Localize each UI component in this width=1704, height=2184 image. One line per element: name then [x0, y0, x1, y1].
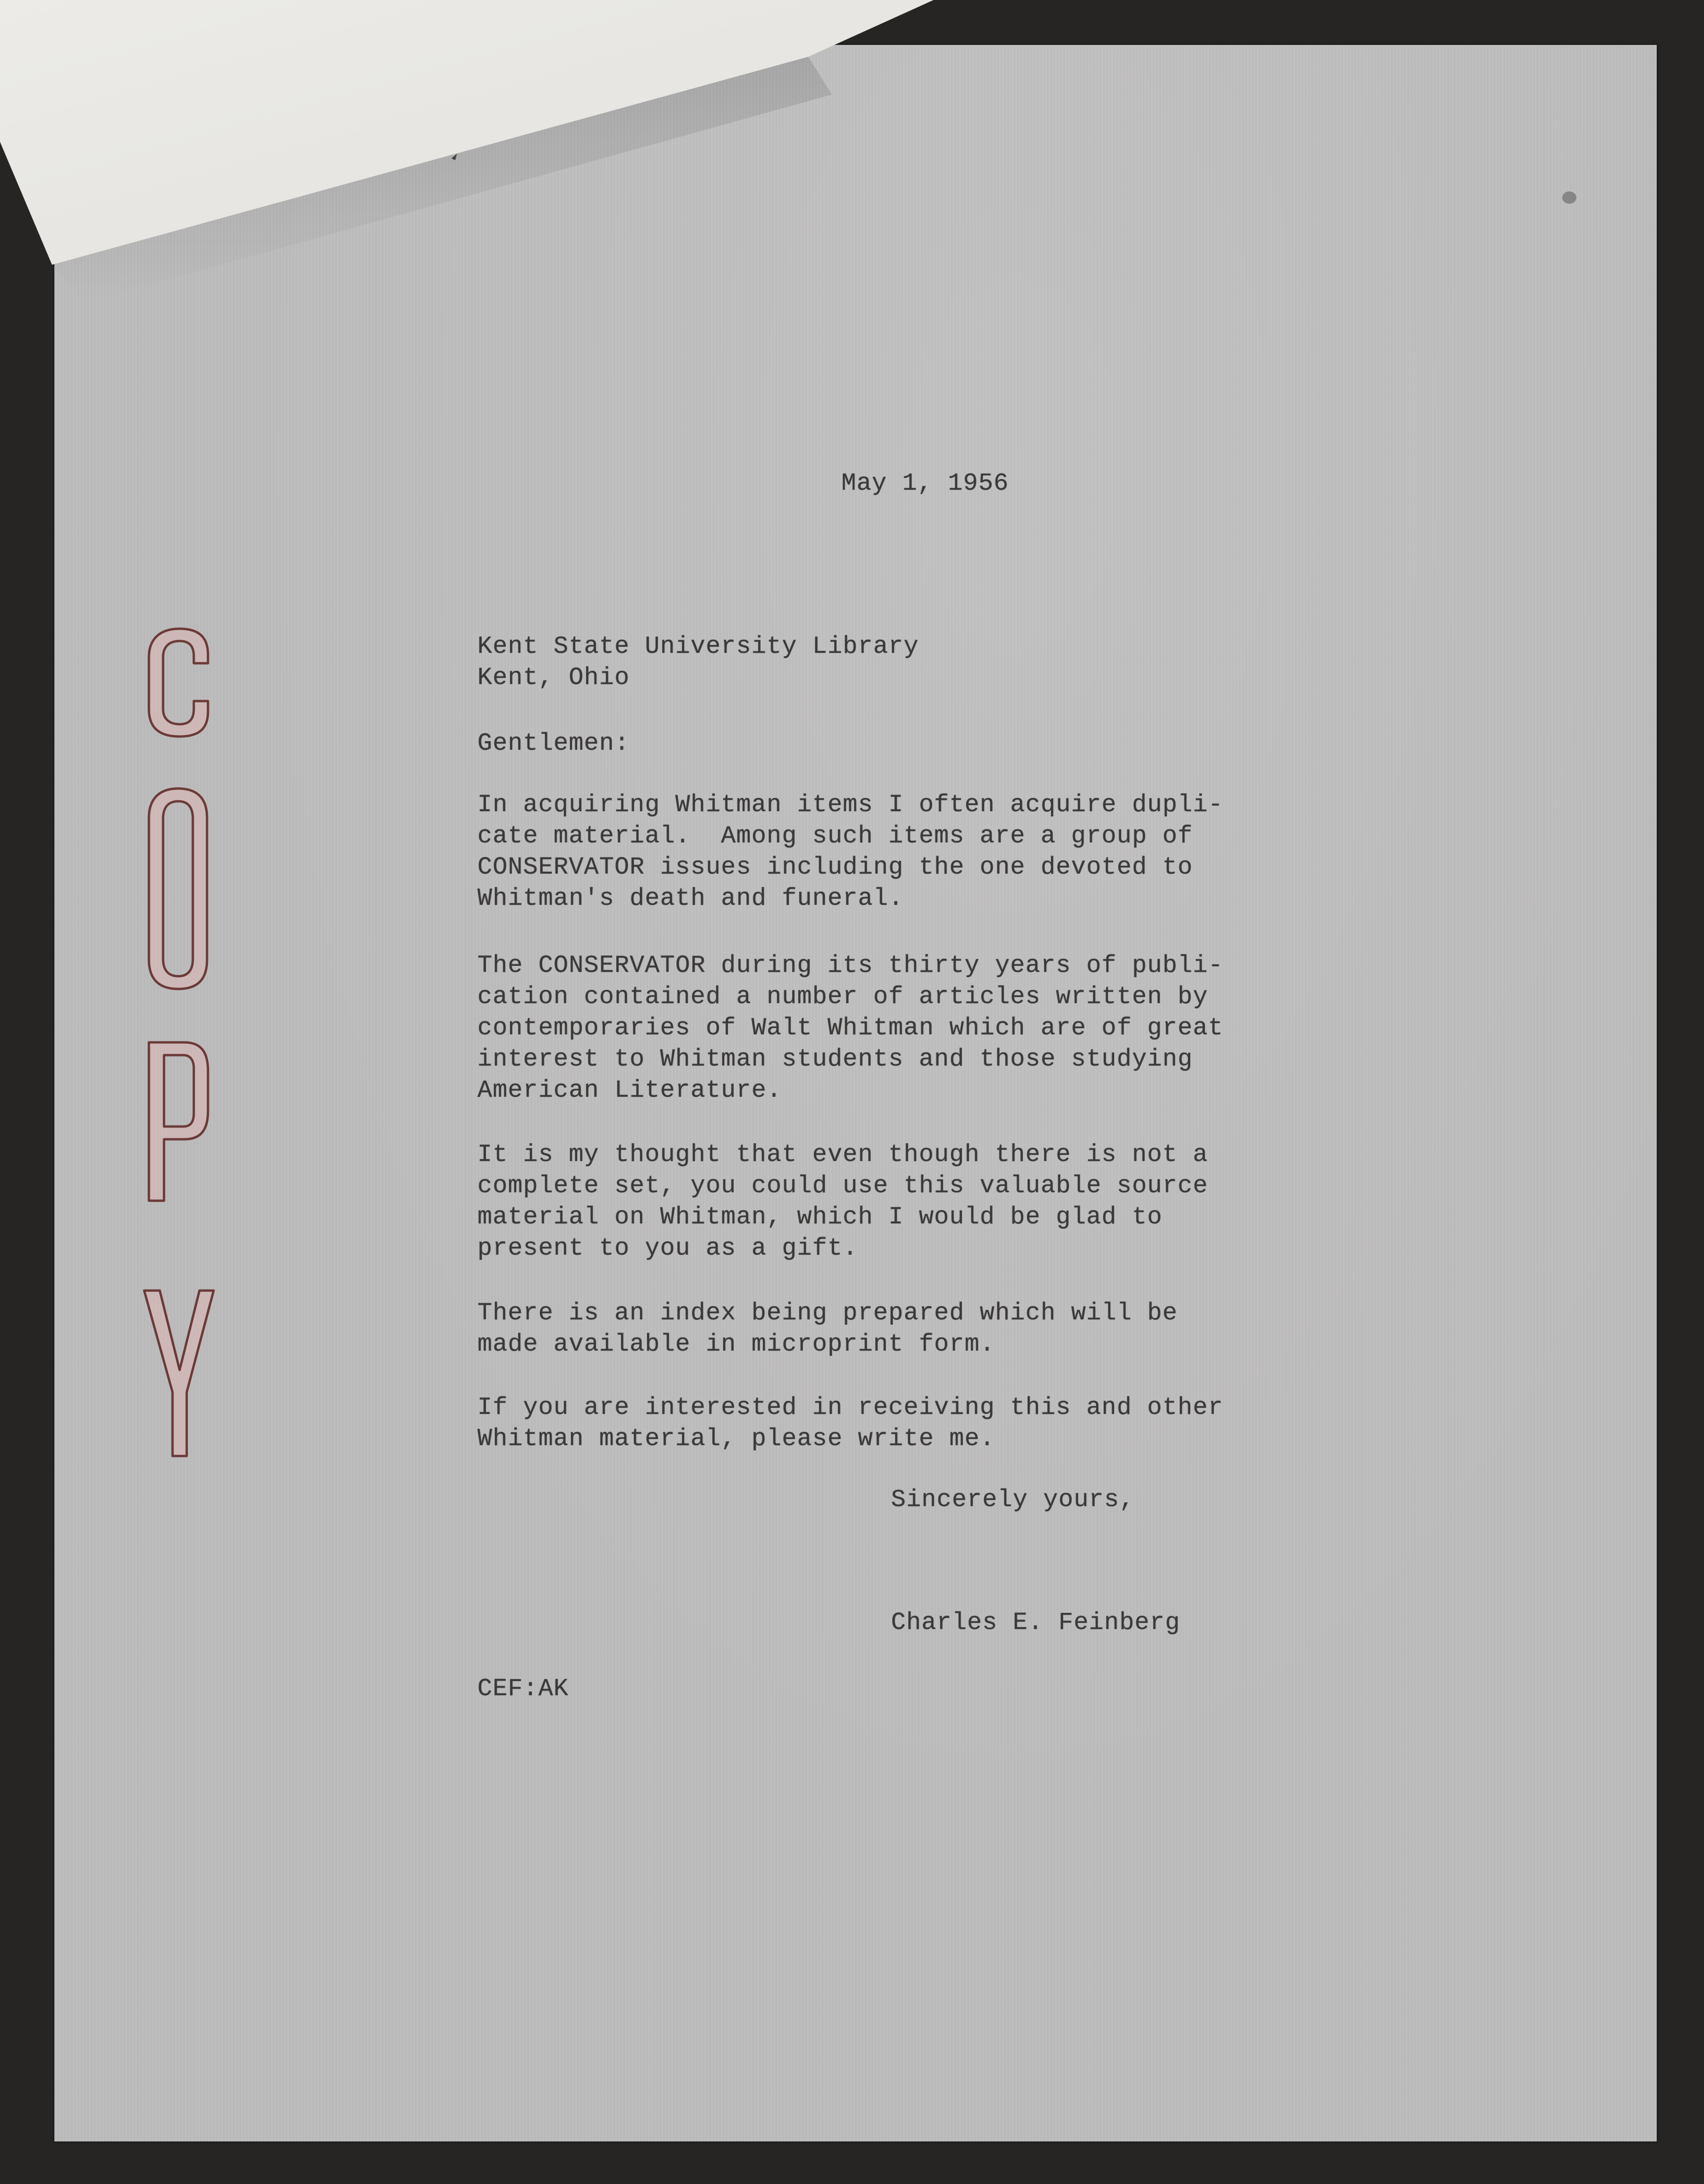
stamp-letter-c	[149, 629, 208, 737]
copy-stamp	[137, 615, 232, 1475]
paragraph-line: made available in microprint form.	[477, 1330, 995, 1358]
stamp-letter-o	[149, 789, 207, 989]
paragraph-line: interest to Whitman students and those studying	[477, 1045, 1193, 1073]
paragraph-4	[477, 1298, 1281, 1360]
letter-date: May 1, 1956	[841, 469, 1009, 497]
paragraph-5	[477, 1392, 1281, 1455]
paragraph-3	[477, 1139, 1281, 1264]
signature-name: Charles E. Feinberg	[891, 1609, 1180, 1637]
paragraph-line: The CONSERVATOR during its thirty years of publi-	[477, 952, 1224, 979]
paper-stain-mark	[1562, 191, 1576, 204]
paragraph-1	[477, 789, 1281, 914]
paragraph-line: In acquiring Whitman items I often acquire dupli-	[477, 791, 1224, 819]
closing: Sincerely yours,	[891, 1486, 1135, 1514]
paragraph-line: CONSERVATOR issues including the one devoted to	[477, 853, 1193, 881]
stamp-letter-p	[149, 1042, 208, 1201]
paragraph-2	[477, 950, 1281, 1106]
paragraph-line: present to you as a gift.	[477, 1234, 858, 1262]
stamp-letter-y	[144, 1291, 214, 1456]
paragraph-line: complete set, you could use this valuable source	[477, 1172, 1208, 1200]
paragraph-line: Whitman material, please write me.	[477, 1425, 995, 1453]
paragraph-line: American Literature.	[477, 1076, 782, 1104]
paragraph-line: There is an index being prepared which will be	[477, 1299, 1178, 1327]
paragraph-line: Whitman's death and funeral.	[477, 884, 904, 912]
paragraph-line: contemporaries of Walt Whitman which are of great	[477, 1014, 1224, 1042]
paragraph-line: cation contained a number of articles written by	[477, 983, 1208, 1011]
reference-initials: CEF:AK	[477, 1675, 569, 1703]
paragraph-line: If you are interested in receiving this and other	[477, 1394, 1224, 1421]
paragraph-line: It is my thought that even though there is not a	[477, 1141, 1208, 1169]
recipient-location: Kent, Ohio	[477, 664, 630, 692]
paragraph-line: cate material. Among such items are a group of	[477, 822, 1193, 850]
paragraph-line: material on Whitman, which I would be glad to	[477, 1203, 1163, 1231]
recipient-name: Kent State University Library	[477, 633, 919, 660]
salutation: Gentlemen:	[477, 729, 630, 757]
